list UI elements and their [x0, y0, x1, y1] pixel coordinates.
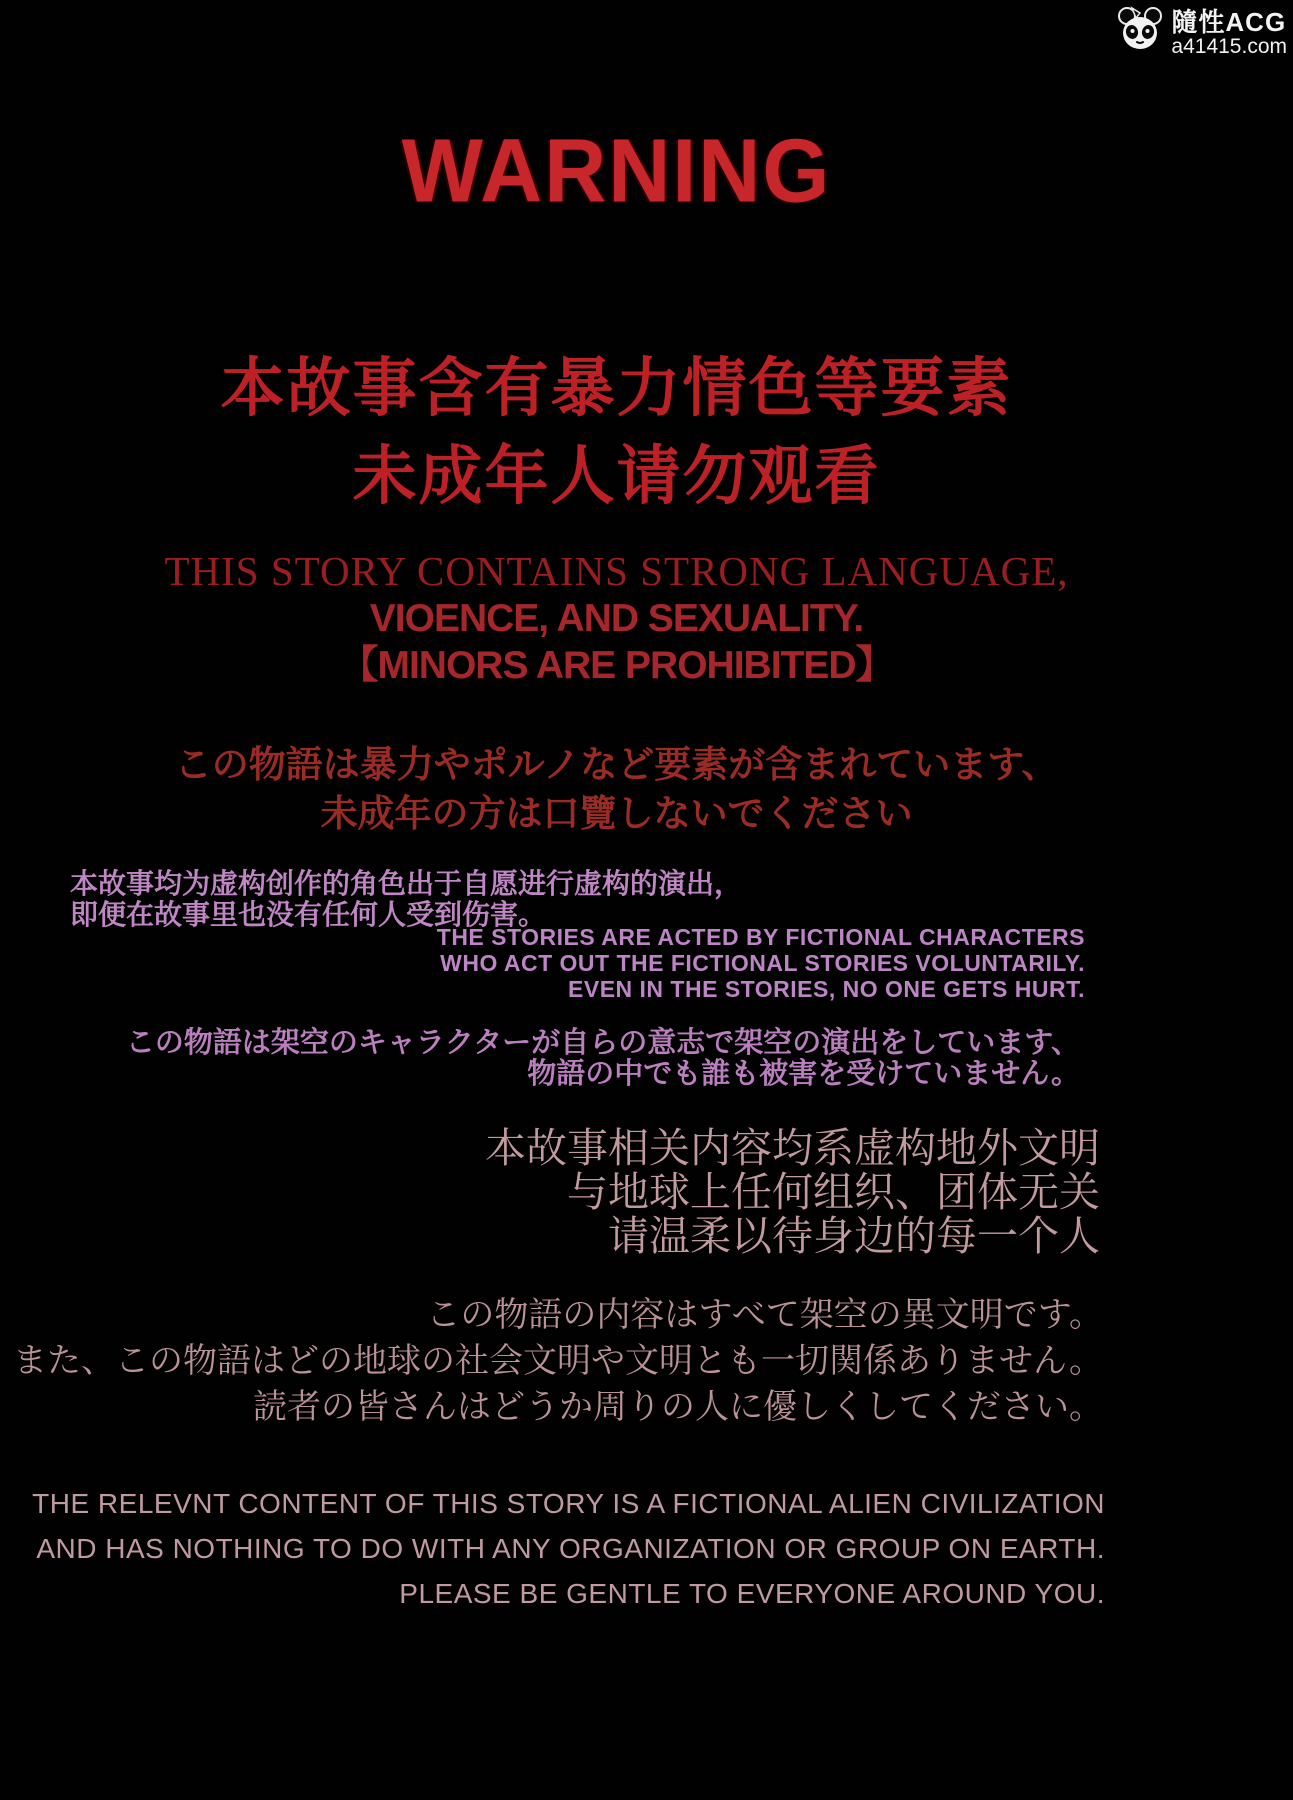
disclaimer-japanese [0, 1028, 1080, 1090]
disclaimer-japanese-line1: この物語は架空のキャラクターが自らの意志で架空の演出をしています、 [125, 1027, 1080, 1059]
fiction-note-japanese-line2: また、この物語はどの地球の社会文明や文明とも一切関係ありません。 [12, 1342, 1103, 1380]
headline-chinese-line1: 本故事含有暴力情色等要素 [220, 352, 1013, 424]
notice-japanese [0, 740, 1233, 838]
notice-english-line2: VIOENCE, AND SEXUALITY. [369, 597, 864, 640]
notice-japanese-line1: この物語は暴力やポルノなど要素が含まれています、 [174, 744, 1059, 785]
disclaimer-english [0, 924, 1085, 1002]
logo-site-url: a41415.com [1171, 35, 1287, 59]
disclaimer-english-line3: EVEN IN THE STORIES, NO ONE GETS HURT. [568, 976, 1085, 1002]
fiction-note-chinese-line2: 与地球上任何组织、团体无关 [567, 1169, 1100, 1215]
fiction-note-english [0, 1481, 1105, 1616]
disclaimer-chinese-line2: 即便在故事里也没有任何人受到伤害。 [70, 899, 547, 930]
fiction-note-japanese-line3: 読者の皆さんはどうか周りの人に優しくしてください。 [253, 1388, 1103, 1426]
panda-icon [1116, 6, 1164, 61]
fiction-note-japanese-line1: この物語の内容はすべて架空の異文明です。 [426, 1296, 1103, 1334]
disclaimer-chinese [70, 868, 742, 930]
notice-english-line3: 【MINORS ARE PROHIBITED】 [339, 644, 894, 687]
fiction-note-chinese-line3: 请温柔以待身边的每一个人 [608, 1213, 1100, 1259]
logo-brand-text: 隨性ACG [1171, 6, 1287, 37]
fiction-note-english-line3: PLEASE BE GENTLE TO EVERYONE AROUND YOU. [399, 1578, 1105, 1609]
fiction-note-english-line1: THE RELEVNT CONTENT OF THIS STORY IS A FICTIONAL ALIEN CIVILIZATION [32, 1488, 1105, 1519]
fiction-note-english-line2: AND HAS NOTHING TO DO WITH ANY ORGANIZATION OR GROUP ON EARTH. [36, 1533, 1105, 1564]
disclaimer-japanese-line2: 物語の中でも誰も被害を受けていません。 [527, 1058, 1080, 1090]
site-logo [1116, 6, 1287, 61]
notice-english [0, 548, 1233, 689]
disclaimer-english-line2: WHO ACT OUT THE FICTIONAL STORIES VOLUNTARILY. [440, 950, 1085, 976]
headline-chinese-line2: 未成年人请勿观看 [352, 440, 881, 512]
disclaimer-chinese-line1: 本故事均为虚构创作的角色出于自愿进行虚构的演出， [70, 868, 743, 899]
warning-title: WARNING [401, 120, 832, 222]
headline-chinese [0, 344, 1233, 520]
fiction-note-chinese [0, 1126, 1100, 1258]
fiction-note-japanese [0, 1292, 1103, 1430]
fiction-note-chinese-line1: 本故事相关内容均系虚构地外文明 [485, 1125, 1100, 1171]
notice-japanese-line2: 未成年の方は口覽しないでください [320, 793, 913, 834]
notice-english-line1: THIS STORY CONTAINS STRONG LANGUAGE, [164, 548, 1069, 594]
disclaimer-english-line1: THE STORIES ARE ACTED BY FICTIONAL CHARACTERS [436, 924, 1085, 950]
